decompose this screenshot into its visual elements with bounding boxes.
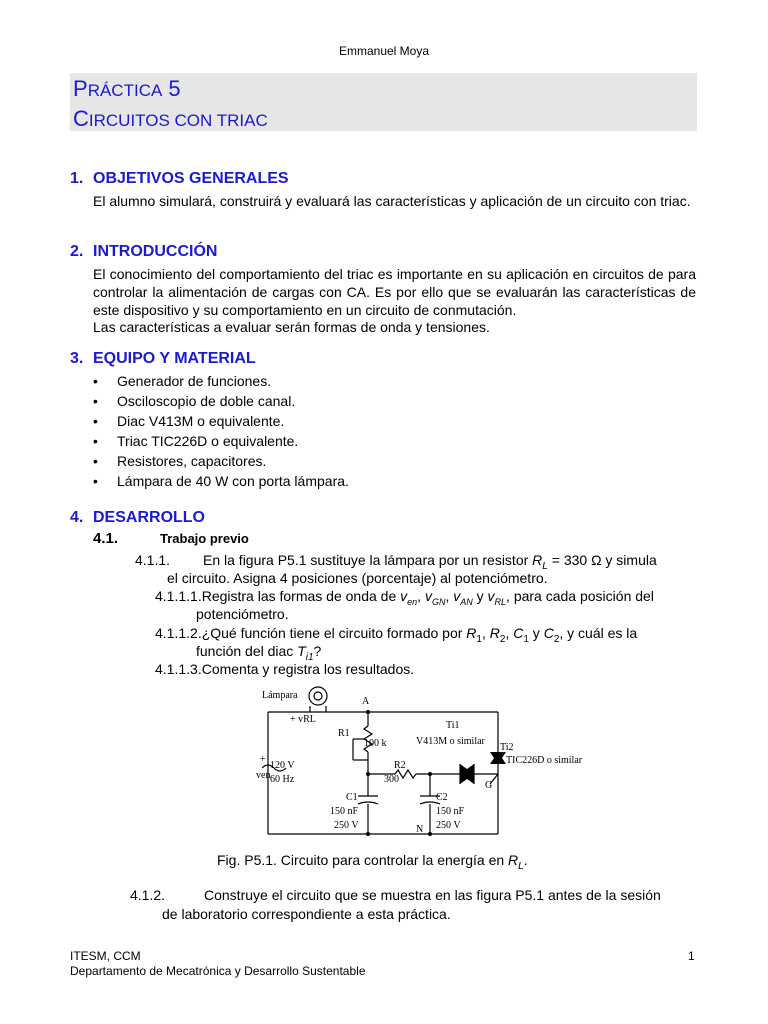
r1-value: 100 k [364, 738, 387, 749]
section-heading-desarrollo: 4. DESARROLLO [70, 509, 205, 526]
source-frequency: 60 Hz [270, 774, 295, 785]
r2-value: 300 [384, 774, 399, 785]
lamp-symbol [309, 687, 327, 705]
lamp-label: Lámpara [262, 690, 298, 701]
list-item: • Triac TIC226D o equivalente. [93, 431, 349, 451]
step-4-1-1-cont: el circuito. Asigna 4 posiciones (porcentaje) al potenciómetro. [167, 570, 548, 586]
list-item: • Lámpara de 40 W con porta lámpara. [93, 471, 349, 491]
introduccion-text: El conocimiento del comportamiento del triac es importante en su aplicación en circuitos de para controlar la alimentación de cargas con CA. Es por ello que se evaluarán las características de este dispositivo y su comportamiento en un circuito de conmutación. [93, 266, 696, 318]
list-item: • Osciloscopio de doble canal. [93, 391, 349, 411]
step-4-1-1-2-cont: función del diac $T_{i1}$? [196, 643, 322, 663]
circuit-diagram [250, 684, 610, 844]
step-4-1-1: 4.1.1. En la figura P5.1 sustituye la lámpara por un resistor $R_L = 330$ Ω y simula [135, 552, 657, 572]
subsection-trabajo-previo: 4.1. Trabajo previo [93, 530, 249, 547]
step-4-1-1-1: 4.1.1.1.Registra las formas de onda de $v_{en}$, $v_{GN}$, $v_{AN}$ y $v_{RL}$, para cada posición del [155, 588, 654, 607]
diac-part-label: V413M o similar [416, 736, 485, 747]
vrl-label: + vRL [290, 714, 316, 725]
node-n-label: N [416, 824, 424, 835]
footer-department: Departamento de Mecatrónica y Desarrollo Sustentable [70, 964, 366, 978]
section-heading-objetivos: 1. OBJETIVOS GENERALES [70, 170, 289, 187]
objetivos-text: El alumno simulará, construirá y evaluará las características y aplicación de un circuito con triac. [93, 193, 691, 209]
footer-org: ITESM, CCM [70, 949, 141, 963]
practice-title: PRÁCTICA 5 [73, 76, 181, 101]
c2-value: 150 nF [436, 806, 465, 817]
ti1-label: Ti1 [446, 720, 460, 731]
c2-label: C2 [436, 792, 448, 803]
c1-voltage: 250 V [334, 820, 359, 831]
step-4-1-1-1-cont: potenciómetro. [196, 606, 289, 622]
page-number: 1 [688, 949, 695, 963]
source-voltage: 120 V [270, 760, 295, 771]
step-4-1-1-2: 4.1.1.2.¿Qué función tiene el circuito formado por $R_1$, $R_2$, $C_1$ y $C_2$, y cuál es la [155, 625, 638, 645]
step-4-1-2-cont: de laboratorio correspondiente a esta práctica. [162, 906, 451, 922]
node-a-label: A [362, 696, 370, 707]
list-item: • Generador de funciones. [93, 371, 349, 391]
list-item: • Diac V413M o equivalente. [93, 411, 349, 431]
source-plus: + [260, 754, 266, 765]
r2-label: R2 [394, 760, 406, 771]
source-ven: ven [256, 770, 271, 781]
c1-label: C1 [346, 792, 358, 803]
document-author: Emmanuel Moya [338, 44, 430, 58]
step-4-1-2: 4.1.2. Construye el circuito que se muestra en las figura P5.1 antes de la sesión [130, 887, 661, 903]
introduccion-text-2: Las características a evaluar serán formas de onda y tensiones. [93, 319, 490, 335]
section-heading-introduccion: 2. INTRODUCCIÓN [70, 243, 218, 260]
practice-subtitle: CIRCUITOS CON TRIAC [73, 106, 268, 131]
gate-label: G [485, 780, 493, 791]
r1-label: R1 [338, 728, 350, 739]
ti2-label: Ti2 [500, 742, 514, 753]
c2-voltage: 250 V [436, 820, 461, 831]
figure-caption: Fig. P5.1. Circuito para controlar la energía en $R_L$. [217, 852, 528, 872]
triac-part-label: TIC226D o similar [506, 755, 583, 766]
step-4-1-1-3: 4.1.1.3.Comenta y registra los resultados. [155, 661, 415, 677]
c1-value: 150 nF [330, 806, 359, 817]
section-heading-equipo: 3. EQUIPO Y MATERIAL [70, 350, 256, 367]
equipment-list [93, 371, 349, 491]
list-item: • Resistores, capacitores. [93, 451, 349, 471]
